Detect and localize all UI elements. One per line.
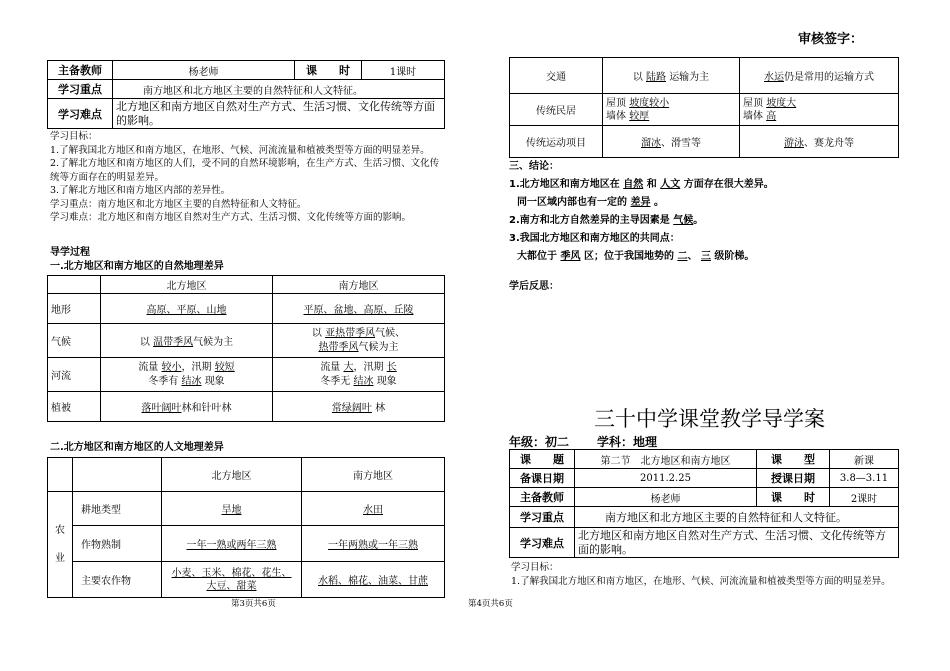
common-heading: 3.我国北方地区和南方地区的共同点： [509,233,680,244]
row-label: 交通 [510,58,603,94]
text: 现象 [204,375,225,387]
text: 方面存在很大差异。 [683,179,774,190]
text: 林和针叶林 [181,403,232,414]
row-label: 主要农作物 [73,562,162,598]
text: 墙体 [606,110,626,122]
text: 气候为主 [193,337,234,348]
house-south-roof: 坡度大 [766,97,797,109]
text: 、 [687,251,698,262]
text: 。 [653,197,664,208]
period-value: 1课时 [362,61,445,80]
row-label: 气候 [48,324,101,358]
agri-label-2: 业 [55,552,65,564]
house-north-wall: 较厚 [629,110,650,122]
lesson-value: 第二节 北方地区和南方地区 [575,450,757,469]
page2-info-table [509,449,899,558]
natural-heading: 一.北方地区和南方地区的自然地理差异 [50,261,224,272]
col-south: 南方地区 [273,276,445,294]
row-label: 传统民居 [510,94,603,126]
river-south-ice: 结冰 [353,375,374,387]
row-label: 河流 [48,358,101,392]
text: 。 [693,215,704,226]
land-north: 旱地 [221,505,242,516]
text: 气候、 [375,327,406,339]
text: 墙体 [743,110,763,122]
text: 大都位于 [517,251,557,262]
veg-north: 落叶阔叶 [141,403,182,414]
goal-line: 学习目标： [50,131,98,142]
goal-line: 学习难点：北方地区和南方地区自然对生产方式、生活习惯、文化传统等方面的影响。 [50,212,412,223]
footer-right: 第4页共6页 [468,599,513,609]
river-south-flood: 长 [386,361,397,373]
text: 以 [632,72,643,83]
river-north-flow: 较小 [161,361,182,373]
sport-south: 游泳 [784,138,804,149]
reflection-label: 学后反思： [509,281,559,292]
review-sign: 审核签字： [798,32,864,47]
text: 气候为主 [358,341,399,353]
sport-north: 溜冰 [641,138,661,149]
text: 流量 [138,361,159,373]
answer: 季风 [560,251,581,262]
text: 流量 [320,361,341,373]
key-value: 南方地区和北方地区主要的自然特征和人文特征。 [575,507,899,528]
text: 以 [311,327,322,339]
row-label: 作物熟制 [73,526,162,562]
text: 林 [375,403,386,414]
prep-value: 2011.2.25 [575,469,757,488]
answer: 人文 [660,179,681,190]
text: 、滑雪等 [661,138,701,149]
text: 区；位于我国地势的 [583,251,674,262]
row-label: 耕地类型 [73,492,162,526]
river-north-ice: 结冰 [181,375,202,387]
climate-south-1: 亚热带季风 [325,327,376,339]
human-heading: 二.北方地区和南方地区的人文地理差异 [50,442,224,453]
answer: 三 [700,251,711,262]
row-label: 植被 [48,392,101,422]
human-table [47,457,445,598]
answer: 自然 [623,179,644,190]
text: 冬季有 [148,375,179,387]
goal-line: 1.了解我国北方地区和南方地区，在地形、气候、河流流量和植被类型等方面的明显差异。 [50,144,430,156]
crops-north-1: 小麦、玉米、棉花、花生、 [171,567,292,579]
hard-label: 学习难点 [510,528,575,558]
teacher-label: 主备教师 [510,488,575,507]
hard-value: 北方地区和南方地区自然对生产方式、生活习惯、文化传统等方面的影响。 [575,528,899,558]
goal-line: 2.了解北方地区和南方地区的人们，受不同的自然环境影响，在生产方式、生活习惯、文化传 [50,158,440,169]
text: ，汛期 [353,361,384,373]
natural-table [47,275,445,422]
answer: 气候 [673,215,694,226]
key-value: 南方地区和北方地区主要的自然特征和人文特征。 [113,80,445,99]
teacher-value: 杨老师 [575,488,757,507]
guide-title: 导学过程 [50,247,90,258]
goal-line: 统等方面存在的明显差异。 [50,171,165,183]
row-label: 地形 [48,294,101,324]
transport-south: 水运 [764,72,784,83]
teacher-value: 杨老师 [113,61,295,80]
col-south: 南方地区 [302,458,445,492]
terrain-south: 平原、盆地、高原、丘陵 [303,305,414,316]
text: 同一区域内部也有一定的 [517,197,627,208]
subject-label: 学科：地理 [597,435,658,449]
period-label: 课 时 [295,61,362,80]
teacher-label: 主备教师 [48,61,113,80]
teach-value: 3.8—3.11 [830,469,899,488]
text: 和 [646,179,657,190]
agri-label-1: 农 [55,524,65,536]
goals-block [50,130,439,225]
transport-north: 陆路 [646,72,666,83]
page-title: 三十中学课堂教学导学案 [594,407,825,431]
text: 、赛龙舟等 [804,138,854,149]
conclusion-heading: 三、结论： [509,161,559,172]
answer: 二 [677,251,688,262]
row-label: 传统运动项目 [510,126,603,158]
goal-line: 1.了解我国北方地区和南方地区，在地形、气候、河流流量和植被类型等方面的明显差异。 [511,576,891,587]
conclusion-block [509,158,774,296]
period-value: 2课时 [830,488,899,507]
col-north: 北方地区 [101,276,273,294]
text: 屋顶 [743,97,763,109]
col-north: 北方地区 [162,458,302,492]
goal-line: 学习重点：南方地区和北方地区主要的自然特征和人文特征。 [50,198,307,210]
teach-label: 授课日期 [757,469,830,488]
veg-south: 常绿阔叶 [331,403,372,414]
grade-label: 年级：初二 [509,435,570,449]
house-south-wall: 高 [766,110,777,122]
left-info-table [47,60,445,129]
crop-cycle-south: 一年两熟或一年三熟 [328,540,418,551]
climate-south-2: 热带季风 [318,341,359,353]
hard-value: 北方地区和南方地区自然对生产方式、生活习惯、文化传统等方面的影响。 [113,99,445,129]
goal-line: 3.了解北方地区和南方地区内部的差异性。 [50,185,231,196]
river-north-flood: 较短 [214,361,235,373]
climate-north: 温带季风 [153,337,194,348]
goal-title: 学习目标： [511,562,559,573]
text: 1.北方地区和南方地区在 [509,179,620,190]
text: 仍是常用的运输方式 [784,72,874,83]
text: 现象 [376,375,397,387]
type-label: 课 型 [757,450,830,469]
land-south: 水田 [363,505,383,516]
text: 2.南方和北方自然差异的主导因素是 [509,215,670,226]
footer-left: 第3页共6页 [231,599,276,609]
terrain-north: 高原、平原、山地 [146,305,227,316]
text: 屋顶 [606,97,626,109]
key-label: 学习重点 [510,507,575,528]
crops-north-2: 大豆、甜菜 [206,580,257,592]
crop-cycle-north: 一年一熟或两年三熟 [186,540,277,551]
type-value: 新课 [830,450,899,469]
right-table [509,57,899,158]
text: 冬季无 [320,375,351,387]
hard-label: 学习难点 [48,99,113,129]
key-label: 学习重点 [48,80,113,99]
text: 以 [139,337,150,348]
river-south-flow: 大 [343,361,354,373]
period-label: 课 时 [757,488,830,507]
house-north-roof: 坡度较小 [629,97,670,109]
prep-label: 备课日期 [510,469,575,488]
text: ，汛期 [181,361,212,373]
text: 运输为主 [669,72,710,83]
text: 级阶梯。 [714,251,755,262]
lesson-label: 课 题 [510,450,575,469]
answer: 差异 [630,197,651,208]
crops-south: 水稻、棉花、油菜、甘蔗 [318,576,428,587]
